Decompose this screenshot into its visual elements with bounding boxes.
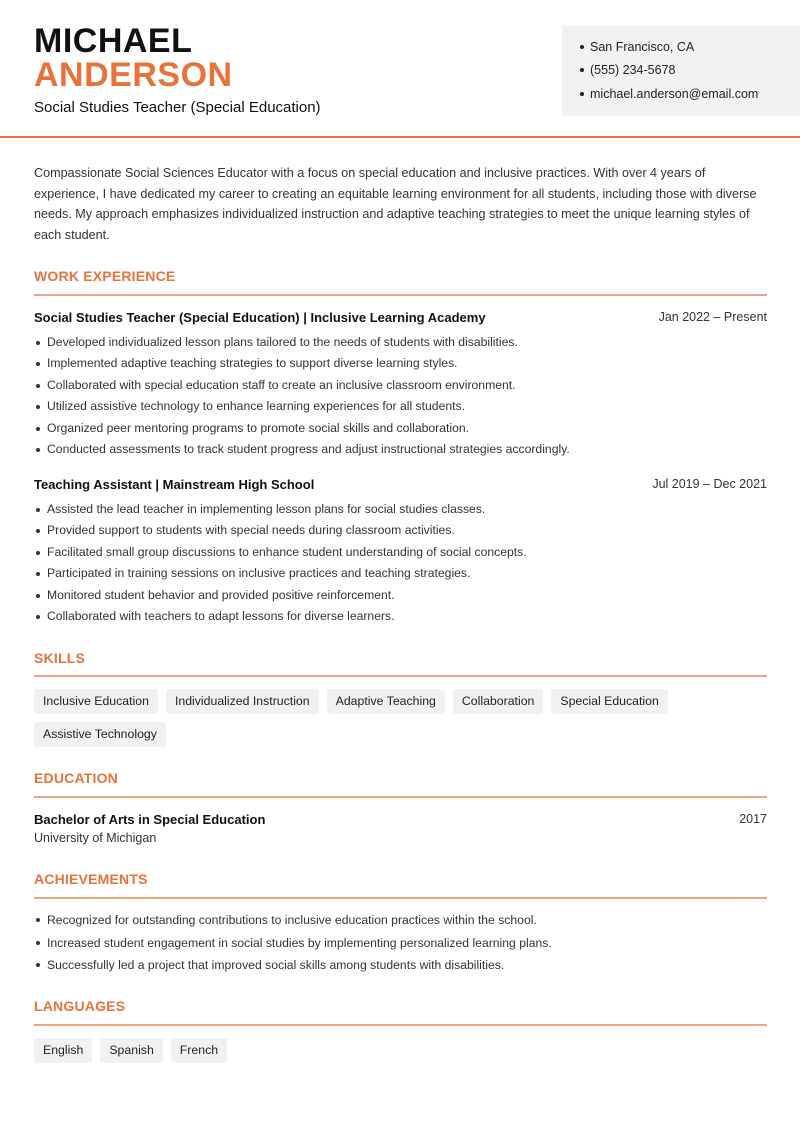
- list-item: Collaborated with teachers to adapt lessons for diverse learners.: [34, 606, 767, 627]
- job-title-company: Teaching Assistant | Mainstream High School: [34, 477, 315, 492]
- skills-list: [34, 689, 767, 747]
- skill-chip: Assistive Technology: [34, 722, 166, 747]
- summary-paragraph: Compassionate Social Sciences Educator with a focus on special education and inclusive practices. With over 4 years of experience, I have dedicated my career to creating an equitable learning environment for all students, including those with diverse needs. My approach emphasizes individualized instruction and adaptive teaching strategies to meet the unique learning styles of each student.: [34, 166, 757, 242]
- list-item: Recognized for outstanding contributions to inclusive education practices within the school.: [34, 909, 767, 932]
- contact-phone: [580, 63, 675, 77]
- contact-email-text[interactable]: michael.anderson@email.com: [590, 87, 759, 101]
- list-item: Facilitated small group discussions to enhance student understanding of social concepts.: [34, 542, 767, 563]
- contact-box: [562, 26, 800, 116]
- skill-chip: Collaboration: [453, 689, 543, 714]
- language-chip: English: [34, 1038, 92, 1063]
- achievements-list: [34, 909, 767, 977]
- job-header: [34, 310, 767, 325]
- section-title-work: WORK EXPERIENCE: [34, 268, 176, 284]
- list-item: Conducted assessments to track student progress and adjust instructional strategies accordingly.: [34, 439, 767, 460]
- list-item: Increased student engagement in social studies by implementing personalized learning plans.: [34, 932, 767, 955]
- contact-location-text: San Francisco, CA: [590, 40, 695, 54]
- contact-email[interactable]: [580, 87, 758, 101]
- job-bullets: [34, 499, 767, 627]
- list-item: Participated in training sessions on inclusive practices and teaching strategies.: [34, 563, 767, 584]
- section-title-languages: LANGUAGES: [34, 998, 126, 1014]
- list-item: Implemented adaptive teaching strategies to support diverse learning styles.: [34, 353, 767, 374]
- job-header: [34, 477, 767, 492]
- section-title-skills: SKILLS: [34, 650, 85, 666]
- skill-chip: Adaptive Teaching: [327, 689, 445, 714]
- bullet-icon: [580, 68, 584, 72]
- language-chip: French: [171, 1038, 227, 1063]
- list-item: Collaborated with special education staff to create an inclusive classroom environment.: [34, 375, 767, 396]
- section-divider: [34, 675, 767, 677]
- list-item: Developed individualized lesson plans tailored to the needs of students with disabilities.: [34, 332, 767, 353]
- education-degree: Bachelor of Arts in Special Education: [34, 812, 266, 827]
- education-year: 2017: [739, 812, 767, 826]
- section-divider: [34, 796, 767, 798]
- section-divider: [34, 294, 767, 296]
- languages-list: [34, 1038, 767, 1063]
- section-divider: [34, 897, 767, 899]
- list-item: Organized peer mentoring programs to promote social skills and collaboration.: [34, 418, 767, 439]
- list-item: Monitored student behavior and provided positive reinforcement.: [34, 585, 767, 606]
- last-name: ANDERSON: [34, 56, 233, 94]
- skill-chip: Special Education: [551, 689, 667, 714]
- bullet-icon: [580, 45, 584, 49]
- section-divider: [34, 1024, 767, 1026]
- job-title: Social Studies Teacher (Special Education): [34, 99, 321, 116]
- section-title-education: EDUCATION: [34, 770, 118, 786]
- list-item: Assisted the lead teacher in implementing lesson plans for social studies classes.: [34, 499, 767, 520]
- language-chip: Spanish: [100, 1038, 162, 1063]
- list-item: Provided support to students with special needs during classroom activities.: [34, 520, 767, 541]
- section-title-achievements: ACHIEVEMENTS: [34, 871, 148, 887]
- job-title-company: Social Studies Teacher (Special Education) | Inclusive Learning Academy: [34, 310, 486, 325]
- resume-header: [0, 0, 800, 138]
- skill-chip: Individualized Instruction: [166, 689, 319, 714]
- list-item: Successfully led a project that improved social skills among students with disabilities.: [34, 954, 767, 977]
- job-dates: Jul 2019 – Dec 2021: [652, 477, 767, 491]
- contact-location: [580, 40, 694, 54]
- contact-phone-text: (555) 234-5678: [590, 63, 676, 77]
- bullet-icon: [580, 92, 584, 96]
- skill-chip: Inclusive Education: [34, 689, 158, 714]
- job-dates: Jan 2022 – Present: [658, 310, 767, 324]
- education-school: University of Michigan: [34, 831, 157, 845]
- first-name: MICHAEL: [34, 22, 193, 60]
- job-bullets: [34, 332, 767, 460]
- list-item: Utilized assistive technology to enhance learning experiences for all students.: [34, 396, 767, 417]
